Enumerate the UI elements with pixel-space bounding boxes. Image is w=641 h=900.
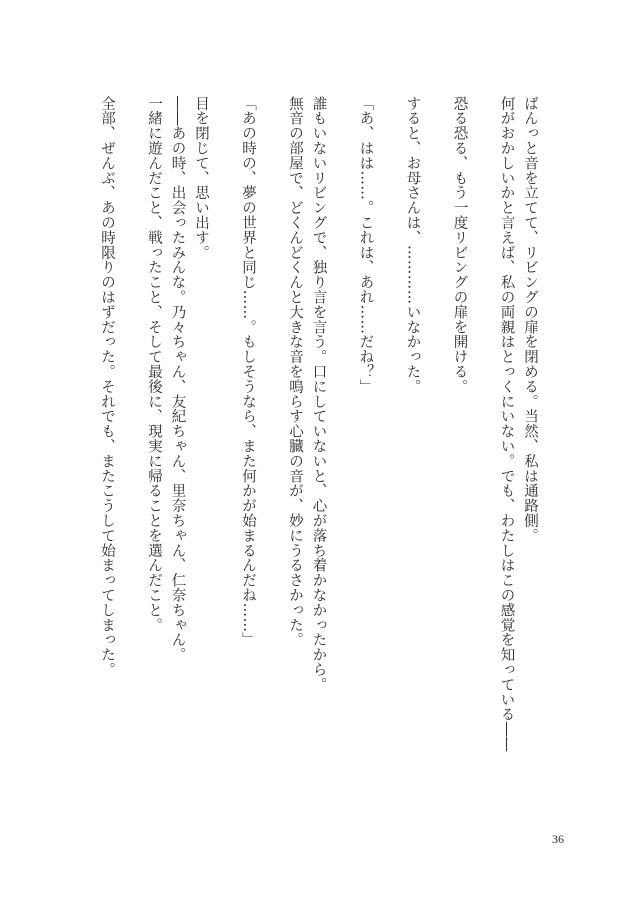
blank-line	[212, 96, 236, 656]
text-line: 誰もいないリビングで、独り言を言う。口にしていないと、心が落ち着かなかったから。	[310, 96, 327, 692]
text-line: 目を閉じて、思い出す。	[193, 96, 209, 260]
text-line: ――あの時、出会ったみんな。乃々ちゃん、友紀ちゃん、里奈ちゃん、仁奈ちゃん。	[169, 96, 186, 663]
blank-line	[330, 96, 354, 656]
blank-line	[377, 96, 401, 656]
text-line: 恐る恐る、もう一度リビングの扉を開ける。	[451, 96, 468, 394]
blank-line	[259, 96, 283, 656]
blank-line	[118, 96, 142, 656]
text-line: 何がおかしいかと言えば、私の両親はとっくにいない。でも、わたしはこの感覚を知っている――	[498, 96, 515, 752]
page-number: 36	[552, 832, 564, 846]
vertical-text-block	[95, 96, 542, 752]
text-line: ばんっと音を立てて、リビングの扉を閉める。当然、私は通路側。	[522, 96, 538, 543]
text-line: 全部、ぜんぶ、あの時限りのはずだった。それでも、またこうして始まってしまった。	[99, 96, 115, 678]
text-line: 無音の部屋で、どくんどくんと大きな音を鳴らす心臓の音が、妙にうるさかった。	[287, 96, 303, 648]
dialogue-line: 「あ、はは……。これは、あれ……だね？」	[357, 96, 374, 394]
text-line: すると、お母さんは、…………いなかった。	[404, 96, 421, 394]
blank-line	[424, 96, 448, 656]
dialogue-line: 「あの時の、夢の世界と同じ……。もしそうなら、また何かが始まるんだね……」	[240, 96, 256, 648]
text-line: 一緒に遊んだこと、戦ったこと、そして最後に、現実に帰ることを選んだこと。	[146, 96, 162, 633]
blank-line	[471, 96, 495, 656]
